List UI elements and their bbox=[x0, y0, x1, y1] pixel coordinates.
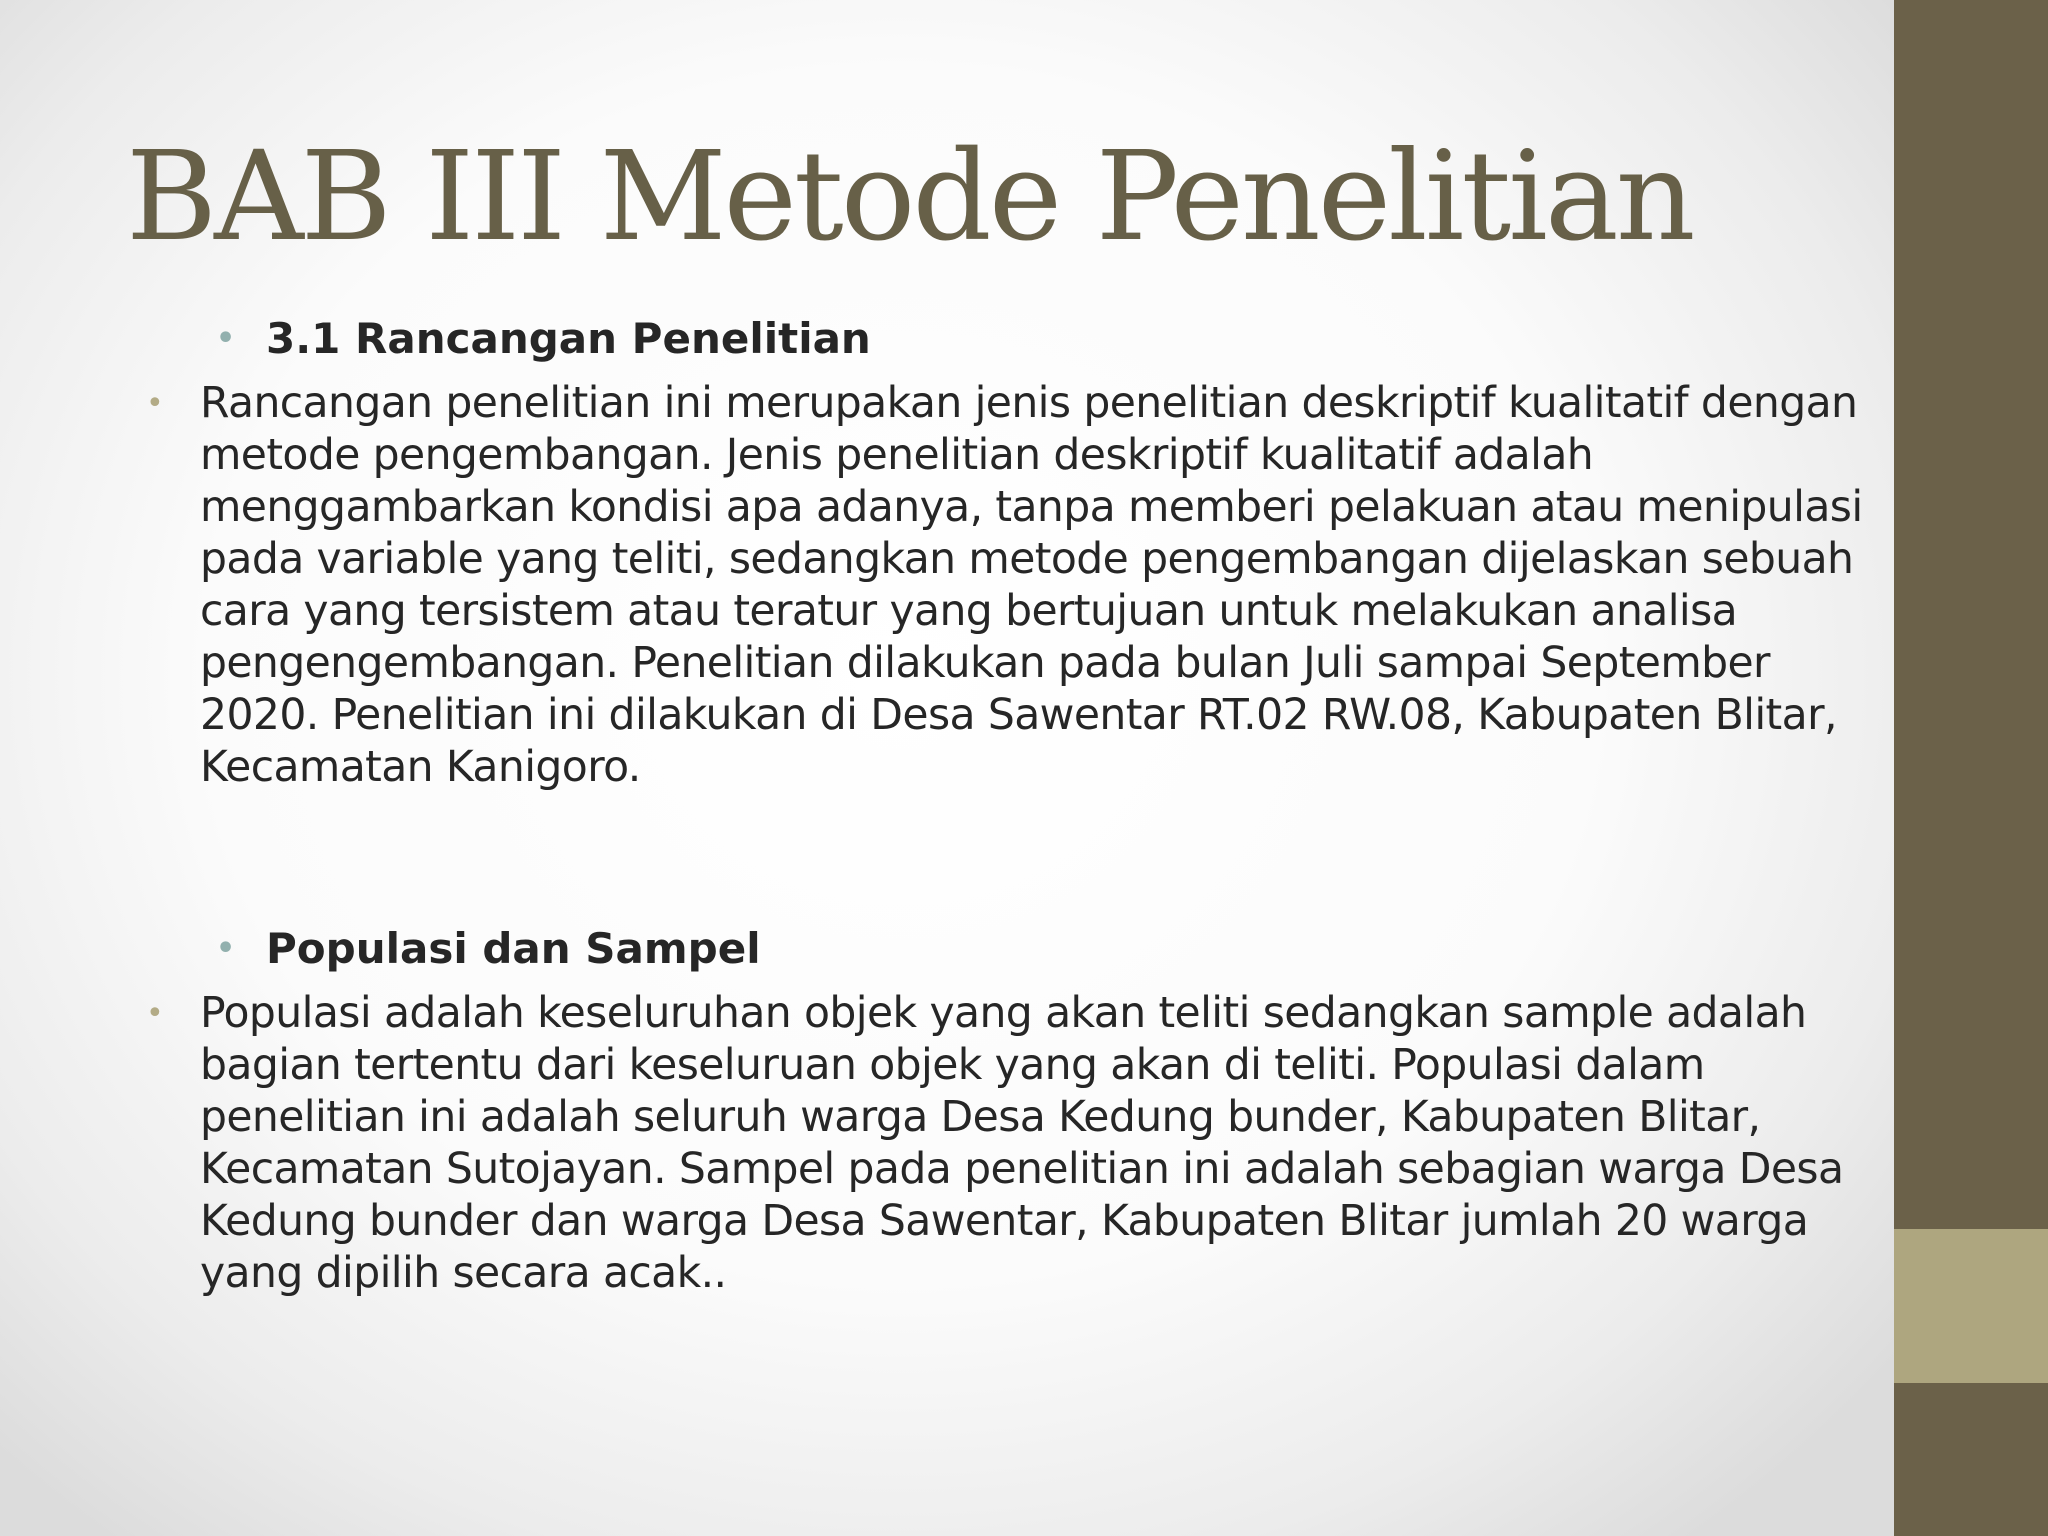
bullet-icon: • bbox=[146, 386, 164, 421]
bullet-icon: • bbox=[216, 931, 236, 966]
section-body-text: Populasi adalah keseluruhan objek yang akan teliti sedangkan sample adalah bagian tertentu dari keseluruan objek yang akan di teliti. Populasi dalam penelitian ini adalah seluruh warga Desa Kedung bunder, Kabupaten Blitar, Kecamatan Sutojayan. Sampel pada penelitian ini adalah sebagian warga Desa Kedung bunder dan warga Desa Sawentar, Kabupaten Blitar jumlah 20 warga yang dipilih secara acak.. bbox=[200, 989, 1844, 1298]
section-heading-rancangan bbox=[216, 313, 871, 365]
section-body-text: Rancangan penelitian ini merupakan jenis penelitian deskriptif kualitatif dengan metode pengembangan. Jenis penelitian deskriptif kualitatif adalah menggambarkan kondisi apa adanya, tanpa memberi pelakuan atau menipulasi pada variable yang teliti, sedangkan metode pengembangan dijelaskan sebuah cara yang tersistem atau teratur yang bertujuan untuk melakukan analisa pengengembangan. Penelitian dilakukan pada bulan Juli sampai September 2020. Penelitian ini dilakukan di Desa Sawentar RT.02 RW.08, Kabupaten Blitar, Kecamatan Kanigoro. bbox=[200, 379, 1863, 792]
section-body-rancangan bbox=[146, 378, 1886, 794]
slide-title: BAB III Metode Penelitian bbox=[126, 125, 1693, 269]
section-body-populasi bbox=[146, 988, 1886, 1300]
sidebar-accent-block bbox=[1894, 1229, 2048, 1383]
section-heading-label: 3.1 Rancangan Penelitian bbox=[266, 314, 871, 363]
bullet-icon: • bbox=[216, 321, 236, 356]
section-heading-label: Populasi dan Sampel bbox=[266, 924, 761, 973]
section-heading-populasi bbox=[216, 923, 761, 975]
bullet-icon: • bbox=[146, 996, 164, 1031]
